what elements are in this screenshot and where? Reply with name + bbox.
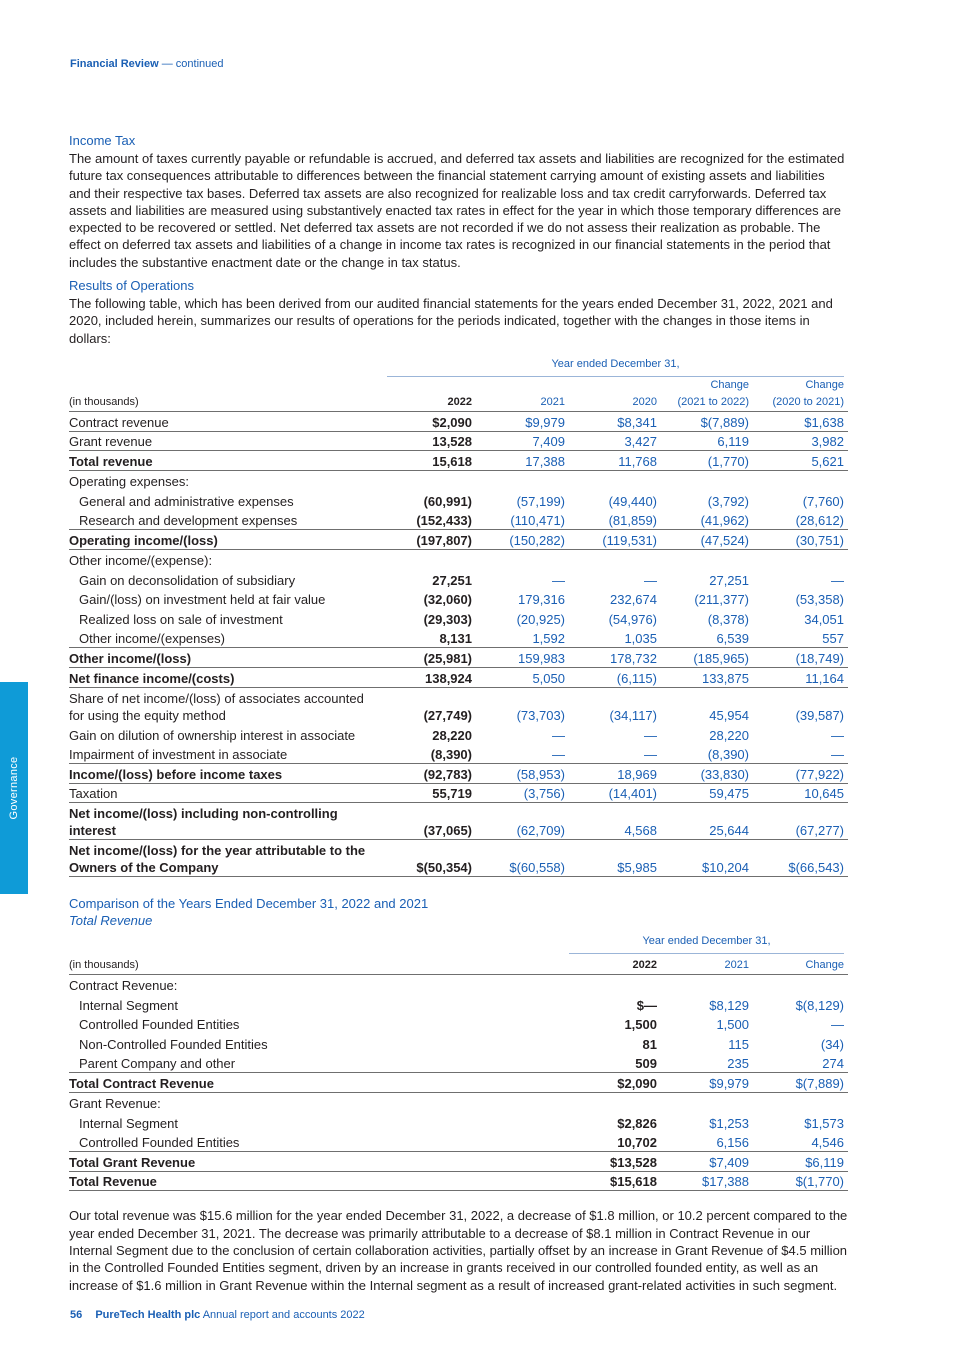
- table1-cell: 28,220: [709, 727, 749, 743]
- table1-cell: 28,220: [432, 727, 472, 743]
- table1-cell: 133,875: [661, 667, 753, 687]
- table1-cell: 179,316: [518, 592, 565, 608]
- table2-col-2021: 2021: [661, 954, 753, 974]
- table1-row-label: [69, 648, 387, 668]
- table1-row-label: [69, 490, 387, 510]
- table1-cell: [661, 549, 753, 569]
- table1-cell: (49,440): [608, 493, 657, 509]
- row-label-line: Income/(loss) before income taxes: [69, 766, 283, 782]
- table1-row-label: [69, 667, 387, 687]
- table1-cell: (29,303): [423, 612, 472, 628]
- table1-row: [69, 549, 848, 569]
- table2-row-label: Total Revenue: [69, 1171, 569, 1191]
- table1-cell: [387, 471, 476, 491]
- section-side-tab[interactable]: [0, 682, 28, 894]
- table1-units-label: (in thousands): [69, 377, 387, 412]
- row-label-line: Gain on deconsolidation of subsidiary: [79, 572, 296, 588]
- table1-row-label: [69, 589, 387, 609]
- table2-cell: (34): [820, 1037, 844, 1053]
- table1-cell: 55,719: [387, 783, 476, 803]
- table1-cell: [569, 549, 661, 569]
- table1-row-label: [69, 783, 387, 803]
- table1-cell: 5,621: [753, 451, 848, 471]
- table1-cell: $(66,543): [753, 840, 848, 877]
- table1-cell: 159,983: [476, 648, 569, 668]
- table2-cell: 115: [728, 1037, 749, 1053]
- table1-row: [69, 589, 848, 609]
- table1-change2-line2: (2020 to 2021): [772, 395, 844, 408]
- row-label-line: Share of net income/(loss) of associates accounted: [69, 691, 364, 707]
- table1-cell: 34,051: [804, 612, 844, 628]
- table1-cell: 138,924: [387, 667, 476, 687]
- table2-row-label: Controlled Founded Entities: [79, 1017, 240, 1033]
- table1-cell: $2,090: [432, 414, 472, 430]
- table1-cell: (8,390): [430, 746, 472, 762]
- table1-row: [69, 667, 848, 687]
- table1-cell: 5,050: [476, 667, 569, 687]
- table1-cell: (8,390): [707, 746, 749, 762]
- table1-cell: (27,749): [387, 687, 476, 724]
- table2-row-label: Non-Controlled Founded Entities: [79, 1037, 268, 1053]
- table1-row-label: [69, 530, 387, 550]
- table1-cell: (37,065): [387, 803, 476, 840]
- table1-cell: 3,427: [569, 431, 661, 451]
- table1-cell: (92,783): [387, 763, 476, 783]
- table1-change1-line1: Change: [710, 378, 749, 391]
- table2-cell: [569, 1092, 661, 1112]
- table1-cell: 15,618: [387, 451, 476, 471]
- table1-cell: 13,528: [387, 431, 476, 451]
- table1-cell: 4,568: [569, 803, 661, 840]
- table1-row-label: [69, 840, 387, 877]
- table1-cell: 6,119: [661, 431, 753, 451]
- footer-report: Annual report and accounts 2022: [202, 1309, 365, 1321]
- table1-cell: [661, 471, 753, 491]
- row-label-line: Impairment of investment in associate: [69, 746, 288, 762]
- table2-row: [69, 1132, 848, 1152]
- row-label-line: Realized loss on sale of investment: [79, 612, 283, 628]
- table2-row: [69, 1112, 848, 1132]
- row-label-line: Gain on dilution of ownership interest in associate: [69, 727, 356, 743]
- row-label-line: Other income/(loss): [69, 650, 192, 666]
- table2-cell: [569, 974, 661, 994]
- table1-row: [69, 724, 848, 744]
- table1-row-label: [69, 411, 387, 431]
- table2-cell: $1,253: [709, 1115, 749, 1131]
- row-label-line: Other income/(expense):: [69, 552, 213, 568]
- row-label-line: Contract revenue: [69, 414, 169, 430]
- table1-cell: 27,251: [432, 572, 472, 588]
- table1-cell: (30,751): [753, 530, 848, 550]
- table1-col-2021: 2021: [476, 377, 569, 412]
- row-label-line: Net finance income/(costs): [69, 670, 235, 686]
- table2-row: [69, 1171, 848, 1191]
- table2-cell: $13,528: [569, 1152, 661, 1172]
- table2-cell: 81: [642, 1037, 657, 1053]
- table1-row-label: [69, 744, 387, 764]
- table1-cell: (1,770): [661, 451, 753, 471]
- table1-cell: 6,539: [716, 631, 749, 647]
- table2-cell: $2,826: [617, 1115, 657, 1131]
- table1-cell: 1,035: [624, 631, 657, 647]
- table1-row: [69, 510, 848, 530]
- table1-row: [69, 687, 848, 724]
- results-table: [69, 356, 848, 877]
- table1-row: [69, 648, 848, 668]
- row-label-line: Research and development expenses: [79, 513, 298, 529]
- table1-cell: (18,749): [753, 648, 848, 668]
- table2-row-label: Total Contract Revenue: [69, 1073, 569, 1093]
- table1-row-label: [69, 431, 387, 451]
- comparison-subheading: Total Revenue: [69, 913, 153, 929]
- table1-cell: 1,592: [532, 631, 565, 647]
- table1-cell: —: [552, 746, 565, 762]
- table2-cell: 10,702: [617, 1135, 657, 1151]
- table1-year-header: Year ended December 31,: [387, 356, 844, 377]
- table2-cell: $(1,770): [753, 1171, 848, 1191]
- table2-cell: [753, 974, 848, 994]
- table2-row: [69, 1033, 848, 1053]
- table1-cell: (152,433): [416, 513, 472, 529]
- table1-cell: (119,531): [569, 530, 661, 550]
- table1-cell: (20,925): [516, 612, 565, 628]
- table1-cell: (57,199): [516, 493, 565, 509]
- table1-year-header-row: [69, 356, 848, 377]
- table1-cell: —: [831, 727, 844, 743]
- table1-row-label: [69, 510, 387, 530]
- row-label-line: Operating expenses:: [69, 474, 189, 490]
- table2-row-label: Grant Revenue:: [69, 1092, 569, 1112]
- page-number: 56: [70, 1309, 83, 1321]
- table2-row-label: Controlled Founded Entities: [79, 1135, 240, 1151]
- table2-cell: 509: [635, 1056, 657, 1072]
- table1-cell: (67,277): [753, 803, 848, 840]
- table1-cell: (110,471): [510, 513, 565, 529]
- table1-cell: $8,341: [617, 414, 657, 430]
- table2-cell: 4,546: [811, 1135, 844, 1151]
- table1-cell: (211,377): [694, 592, 749, 608]
- table1-cell: (60,991): [423, 493, 472, 509]
- table1-cell: (81,859): [608, 513, 657, 529]
- table1-cell: [476, 471, 569, 491]
- revenue-summary-text: Our total revenue was $15.6 million for the year ended December 31, 2022, a decrease of $1.8 million, or 10.2 percent compared to the year ended December 31, 2021. The decrease was primarily attributable to a decrease of $8.1 million in Contract Revenue in our Internal Segment due to the conclusion of certain collaboration activities, partially offset by an increase in Grant Revenue of $4.5 million in the Controlled Founded Entities segment, driven by an increase in grants received in our controlled founded entity, as well as an increase of $1.6 million in Grant Revenue within the Internal segment as a result of increased grant-related activities in such segment.: [69, 1208, 848, 1293]
- table1-row-label: [69, 471, 387, 491]
- row-label-line: Operating income/(loss): [69, 532, 218, 548]
- table2-cell: $6,119: [753, 1152, 848, 1172]
- table2-column-header-row: [69, 954, 848, 974]
- table1-cell: $9,979: [525, 414, 565, 430]
- table1-cell: 11,164: [753, 667, 848, 687]
- table1-cell: 557: [822, 631, 844, 647]
- table1-cell: (58,953): [476, 763, 569, 783]
- table2-cell: $(7,889): [753, 1073, 848, 1093]
- results-text: The following table, which has been derived from our audited financial statements for the years ended December 31, 2022, 2021 and 2020, included herein, summarizes our results of operations for the periods indicated, together with the changes in those items in dollars:: [69, 296, 833, 346]
- table1-cell: (150,282): [476, 530, 569, 550]
- table2-row-label: Parent Company and other: [79, 1056, 236, 1072]
- table1-column-header-row: [69, 377, 848, 412]
- table1-row: [69, 530, 848, 550]
- table1-cell: 232,674: [610, 592, 657, 608]
- income-tax-heading: Income Tax: [69, 133, 136, 148]
- table1-row: [69, 744, 848, 764]
- table1-cell: 3,982: [753, 431, 848, 451]
- table1-cell: (28,612): [795, 513, 844, 529]
- table2-cell: $17,388: [661, 1171, 753, 1191]
- row-label-line: Net income/(loss) for the year attributable to the: [69, 843, 366, 859]
- table1-row: [69, 783, 848, 803]
- row-label-line: Taxation: [69, 786, 118, 802]
- table1-cell: (7,760): [802, 493, 844, 509]
- table1-cell: —: [644, 727, 657, 743]
- row-label-line: General and administrative expenses: [79, 493, 294, 509]
- table1-cell: $(7,889): [700, 414, 749, 430]
- table1-cell: $(50,354): [387, 840, 476, 877]
- row-label-line: Grant revenue: [69, 434, 153, 450]
- income-tax-text: The amount of taxes currently payable or refundable is accrued, and deferred tax assets and liabilities are recognized for the estimated future tax consequences attributable to differences between the financial statement carrying amount of existing assets and liabilities and their respective tax bases. Deferred tax assets are also recognized for realizable loss and tax credit carryforwards. Deferred tax assets and liabilities are measured using substantively enacted tax rates in effect for the year in which those temporary differences are expected to be recovered or settled. Net deferred tax assets are not recorded if we do not assess their realization as probable. The effect on deferred tax assets and liabilities of a change in income tax rates is recognized in our financial statements in the period that includes the substantive enactment date or the change in tax status.: [69, 151, 845, 270]
- table1-row-label: [69, 724, 387, 744]
- table1-row: [69, 490, 848, 510]
- table2-cell: —: [831, 1017, 844, 1033]
- table1-cell: (197,807): [387, 530, 476, 550]
- table1-cell: (8,378): [707, 612, 749, 628]
- table1-cell: $5,985: [569, 840, 661, 877]
- row-label-line: Net income/(loss) including non-controlling: [69, 806, 338, 822]
- table1-cell: [476, 549, 569, 569]
- row-label-line: for using the equity method: [69, 708, 226, 724]
- table1-cell: (33,830): [661, 763, 753, 783]
- table1-row: [69, 803, 848, 840]
- row-label-line: Owners of the Company: [69, 860, 219, 876]
- table2-cell: $—: [636, 997, 657, 1013]
- header-suffix: — continued: [161, 58, 224, 70]
- table2-row: [69, 974, 848, 994]
- table2-row: [69, 1053, 848, 1073]
- table2-row-label: Internal Segment: [79, 997, 179, 1013]
- table1-cell: (39,587): [753, 687, 848, 724]
- table1-row: [69, 471, 848, 491]
- table1-cell: 45,954: [661, 687, 753, 724]
- table1-cell: (25,981): [387, 648, 476, 668]
- table1-cell: —: [644, 746, 657, 762]
- table1-row-label: [69, 628, 387, 648]
- table1-row: [69, 628, 848, 648]
- table1-row-label: [69, 763, 387, 783]
- table1-cell: $1,638: [804, 414, 844, 430]
- table1-row-label: [69, 549, 387, 569]
- table1-cell: 7,409: [476, 431, 569, 451]
- table2-cell: [661, 1092, 753, 1112]
- table1-row: [69, 431, 848, 451]
- table2-cell: $9,979: [661, 1073, 753, 1093]
- row-label-line: interest: [69, 823, 116, 839]
- table1-col-2022: 2022: [387, 377, 476, 412]
- table1-cell: 178,732: [569, 648, 661, 668]
- table1-cell: 11,768: [569, 451, 661, 471]
- table2-col-2022: 2022: [569, 954, 661, 974]
- table1-row: [69, 451, 848, 471]
- main-content: [69, 132, 849, 1294]
- table1-cell: [753, 549, 848, 569]
- table2-cell: 1,500: [624, 1017, 657, 1033]
- table1-row: [69, 608, 848, 628]
- table1-cell: (185,965): [661, 648, 753, 668]
- table1-row-label: [69, 608, 387, 628]
- table1-cell: $10,204: [661, 840, 753, 877]
- table1-change1-line2: (2021 to 2022): [677, 395, 749, 408]
- table2-units-label: (in thousands): [69, 954, 569, 974]
- table1-cell: —: [831, 746, 844, 762]
- table2-row-label: Total Grant Revenue: [69, 1152, 569, 1172]
- table1-cell: 18,969: [569, 763, 661, 783]
- table2-row: [69, 1073, 848, 1093]
- table1-cell: (41,962): [700, 513, 749, 529]
- table1-cell: $(60,558): [476, 840, 569, 877]
- table1-cell: (14,401): [569, 783, 661, 803]
- row-label-line: Total revenue: [69, 454, 153, 470]
- side-tab-label: Governance: [8, 756, 20, 820]
- table2-row: [69, 994, 848, 1014]
- table2-row: [69, 1152, 848, 1172]
- table1-cell: (32,060): [423, 592, 472, 608]
- running-header: [70, 58, 223, 70]
- table2-cell: 1,500: [716, 1017, 749, 1033]
- table1-cell: —: [552, 572, 565, 588]
- comparison-heading: Comparison of the Years Ended December 31, 2022 and 2021: [69, 896, 429, 912]
- table1-cell: (6,115): [569, 667, 661, 687]
- page-footer: [70, 1309, 365, 1321]
- table1-cell: [569, 471, 661, 491]
- table1-cell: (47,524): [661, 530, 753, 550]
- table1-cell: 25,644: [661, 803, 753, 840]
- revenue-table: [69, 933, 848, 1191]
- table1-cell: —: [552, 727, 565, 743]
- table2-cell: $(8,129): [795, 997, 844, 1013]
- table1-row: [69, 411, 848, 431]
- table2-row: [69, 1092, 848, 1112]
- table2-cell: $15,618: [569, 1171, 661, 1191]
- table1-row: [69, 840, 848, 877]
- table1-cell: 10,645: [753, 783, 848, 803]
- table1-cell: [753, 471, 848, 491]
- table2-cell: 6,156: [716, 1135, 749, 1151]
- table2-cell: $2,090: [569, 1073, 661, 1093]
- results-heading: Results of Operations: [69, 278, 195, 294]
- table1-col-change-2021-2022: [661, 377, 753, 412]
- table1-cell: 59,475: [661, 783, 753, 803]
- header-section: Financial Review: [70, 58, 159, 70]
- table1-col-2020: 2020: [569, 377, 661, 412]
- row-label-line: Gain/(loss) on investment held at fair value: [79, 592, 326, 608]
- table1-row-label: [69, 687, 387, 724]
- table2-row-label: Contract Revenue:: [69, 978, 178, 994]
- table1-cell: (34,117): [569, 687, 661, 724]
- table2-cell: $1,573: [804, 1115, 844, 1131]
- table1-cell: (77,922): [753, 763, 848, 783]
- table1-cell: 8,131: [439, 631, 472, 647]
- table1-cell: 27,251: [709, 572, 749, 588]
- table2-year-header: Year ended December 31,: [569, 933, 844, 954]
- table1-cell: [387, 549, 476, 569]
- table1-row-label: [69, 569, 387, 589]
- table1-cell: (62,709): [476, 803, 569, 840]
- table1-cell: (73,703): [476, 687, 569, 724]
- footer-company: PureTech Health plc: [95, 1309, 201, 1321]
- table2-cell: $8,129: [709, 997, 749, 1013]
- table1-row-label: [69, 803, 387, 840]
- table1-row-label: [69, 451, 387, 471]
- table1-row: [69, 569, 848, 589]
- table1-cell: —: [831, 572, 844, 588]
- table2-year-header-row: [69, 933, 848, 954]
- table1-cell: (53,358): [795, 592, 844, 608]
- table1-cell: (54,976): [608, 612, 657, 628]
- table2-cell: 235: [727, 1056, 749, 1072]
- row-label-line: Other income/(expenses): [79, 631, 225, 647]
- table2-cell: [753, 1092, 848, 1112]
- table1-cell: 17,388: [476, 451, 569, 471]
- table2-cell: 274: [822, 1056, 844, 1072]
- table2-row: [69, 1014, 848, 1034]
- table1-cell: (3,792): [707, 493, 749, 509]
- table1-col-change-2020-2021: [753, 377, 848, 412]
- table1-cell: (3,756): [476, 783, 569, 803]
- table1-row: [69, 763, 848, 783]
- table1-cell: —: [644, 572, 657, 588]
- table2-row-label: Internal Segment: [79, 1115, 179, 1131]
- table2-cell: [661, 974, 753, 994]
- table2-col-change: Change: [753, 954, 848, 974]
- table1-change2-line1: Change: [805, 378, 844, 391]
- table2-cell: $7,409: [661, 1152, 753, 1172]
